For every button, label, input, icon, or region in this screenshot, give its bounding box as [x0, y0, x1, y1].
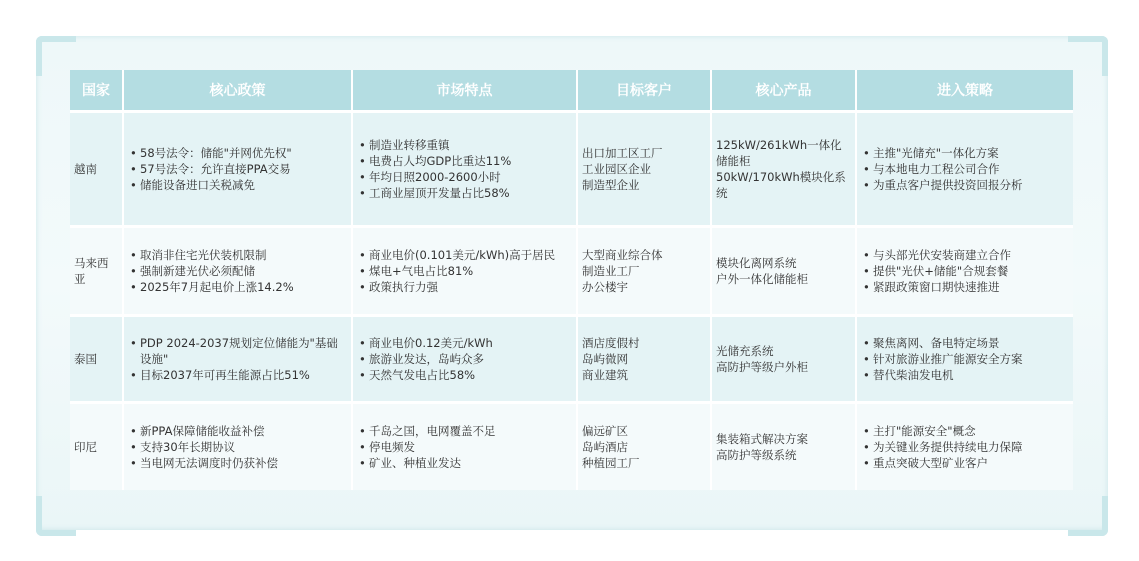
strategy-cell — [856, 316, 1073, 403]
header-strategy: 进入策略 — [856, 70, 1073, 112]
list-item: • 新PPA保障储能收益补偿 — [140, 423, 347, 439]
policy-cell — [123, 227, 352, 316]
list-item: 制造业工厂 — [582, 264, 640, 278]
header-products: 核心产品 — [711, 70, 856, 112]
products-list — [716, 343, 851, 375]
list-item: • 千岛之国，电网覆盖不足 — [369, 423, 572, 439]
products-list — [716, 255, 851, 287]
products-cell — [711, 316, 856, 403]
policy-cell — [123, 316, 352, 403]
list-item: • 取消非住宅光伏装机限制 — [140, 247, 347, 263]
list-item: 酒店度假村 — [582, 336, 640, 350]
list-item: • 57号法令：允许直接PPA交易 — [140, 161, 347, 177]
market-list — [357, 423, 572, 471]
list-item: • 为重点客户提供投资回报分析 — [873, 177, 1069, 193]
products-cell — [711, 227, 856, 316]
country-cell: 印尼 — [70, 403, 123, 491]
list-item: • 针对旅游业推广能源安全方案 — [873, 351, 1069, 367]
corner-decoration — [36, 496, 76, 536]
header-customers: 目标客户 — [577, 70, 711, 112]
list-item: • 商业电价0.12美元/kWh — [369, 335, 572, 351]
strategy-list — [861, 247, 1069, 295]
market-list — [357, 335, 572, 383]
list-item: • 旅游业发达，岛屿众多 — [369, 351, 572, 367]
list-item: • 与本地电力工程公司合作 — [873, 161, 1069, 177]
list-item: 岛屿微网 — [582, 352, 628, 366]
list-item: 种植园工厂 — [582, 456, 640, 470]
list-item: 户外一体化储能柜 — [716, 272, 808, 286]
customers-list — [582, 423, 706, 471]
list-item: • 替代柴油发电机 — [873, 367, 1069, 383]
customers-cell — [577, 227, 711, 316]
list-item: • 重点突破大型矿业客户 — [873, 455, 1069, 471]
list-item: 模块化离网系统 — [716, 256, 797, 270]
list-item: • 年均日照2000-2600小时 — [369, 169, 572, 185]
market-cell — [352, 227, 577, 316]
market-cell — [352, 112, 577, 227]
market-cell — [352, 316, 577, 403]
list-item: • 矿业、种植业发达 — [369, 455, 572, 471]
list-item: • 工商业屋顶开发量占比58% — [369, 185, 572, 201]
list-item: 高防护等级户外柜 — [716, 360, 808, 374]
list-item: • 电费占人均GDP比重达11% — [369, 153, 572, 169]
list-item: • 制造业转移重镇 — [369, 137, 572, 153]
market-cell — [352, 403, 577, 491]
customers-list — [582, 335, 706, 383]
country-cell: 泰国 — [70, 316, 123, 403]
list-item: • 紧跟政策窗口期快速推进 — [873, 279, 1069, 295]
country-cell: 马来西亚 — [70, 227, 123, 316]
policy-list — [128, 145, 347, 193]
list-item: 大型商业综合体 — [582, 248, 663, 262]
list-item: 高防护等级系统 — [716, 448, 797, 462]
list-item: 125kW/261kWh一体化储能柜 — [716, 138, 842, 168]
corner-decoration — [1068, 36, 1108, 76]
header-policy: 核心政策 — [123, 70, 352, 112]
list-item: • 58号法令：储能"并网优先权" — [140, 145, 347, 161]
market-list — [357, 137, 572, 201]
list-item: 出口加工区工厂 — [582, 146, 663, 160]
list-item: • 2025年7月起电价上涨14.2% — [140, 279, 347, 295]
list-item: • 提供"光伏+储能"合规套餐 — [873, 263, 1069, 279]
list-item: • 商业电价(0.101美元/kWh)高于居民 — [369, 247, 572, 263]
list-item: • PDP 2024-2037规划定位储能为"基础设施" — [140, 335, 347, 367]
corner-decoration — [1068, 496, 1108, 536]
market-entry-table — [70, 70, 1073, 490]
customers-list — [582, 247, 706, 295]
strategy-list — [861, 145, 1069, 193]
policy-list — [128, 423, 347, 471]
table-header-row — [70, 70, 1073, 112]
list-item: 岛屿酒店 — [582, 440, 628, 454]
strategy-cell — [856, 403, 1073, 491]
list-item: 办公楼宇 — [582, 280, 628, 294]
list-item: • 主打"能源安全"概念 — [873, 423, 1069, 439]
list-item: • 为关键业务提供持续电力保障 — [873, 439, 1069, 455]
list-item: • 目标2037年可再生能源占比51% — [140, 367, 347, 383]
strategy-list — [861, 423, 1069, 471]
products-cell — [711, 403, 856, 491]
strategy-cell — [856, 227, 1073, 316]
list-item: • 当电网无法调度时仍获补偿 — [140, 455, 347, 471]
customers-cell — [577, 403, 711, 491]
list-item: 光储充系统 — [716, 344, 774, 358]
policy-cell — [123, 403, 352, 491]
strategy-cell — [856, 112, 1073, 227]
products-list — [716, 431, 851, 463]
products-cell — [711, 112, 856, 227]
policy-list — [128, 247, 347, 295]
list-item: 集装箱式解决方案 — [716, 432, 808, 446]
customers-cell — [577, 316, 711, 403]
list-item: • 支持30年长期协议 — [140, 439, 347, 455]
table-row — [70, 112, 1073, 227]
strategy-list — [861, 335, 1069, 383]
market-list — [357, 247, 572, 295]
list-item: • 强制新建光伏必须配储 — [140, 263, 347, 279]
list-item: 工业园区企业 — [582, 162, 651, 176]
products-list — [716, 137, 851, 201]
list-item: 偏远矿区 — [582, 424, 628, 438]
list-item: • 与头部光伏安装商建立合作 — [873, 247, 1069, 263]
list-item: • 政策执行力强 — [369, 279, 572, 295]
list-item: 50kW/170kWh模块化系统 — [716, 170, 846, 200]
list-item: 制造型企业 — [582, 178, 640, 192]
list-item: • 天然气发电占比58% — [369, 367, 572, 383]
list-item: • 煤电+气电占比81% — [369, 263, 572, 279]
policy-list — [128, 335, 347, 383]
customers-list — [582, 145, 706, 193]
table-row — [70, 227, 1073, 316]
country-cell: 越南 — [70, 112, 123, 227]
policy-cell — [123, 112, 352, 227]
table-row — [70, 403, 1073, 491]
header-market: 市场特点 — [352, 70, 577, 112]
list-item: • 聚焦离网、备电特定场景 — [873, 335, 1069, 351]
list-item: 商业建筑 — [582, 368, 628, 382]
list-item: • 停电频发 — [369, 439, 572, 455]
header-country: 国家 — [70, 70, 123, 112]
list-item: • 储能设备进口关税减免 — [140, 177, 347, 193]
list-item: • 主推"光储充"一体化方案 — [873, 145, 1069, 161]
table-row — [70, 316, 1073, 403]
customers-cell — [577, 112, 711, 227]
